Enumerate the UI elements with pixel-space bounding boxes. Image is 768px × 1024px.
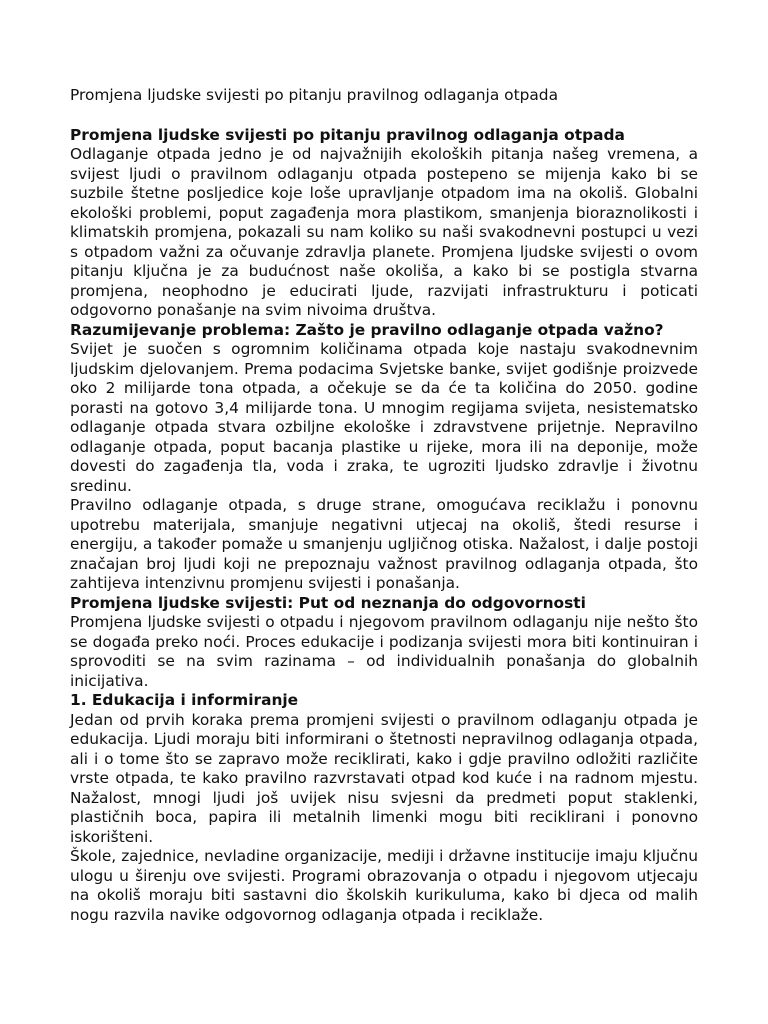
section-heading-understanding: Razumijevanje problema: Zašto je pravilno odlaganje otpada važno? — [70, 320, 664, 339]
section-heading-education: 1. Edukacija i informiranje — [70, 691, 299, 709]
paragraph-awareness: Promjena ljudske svijesti o otpadu i njegovom pravilnom odlaganju nije nešto što se događa preko noći. Proces edukacije i podizanja svijesti mora biti kontinuiran i sprovoditi se na svim razinama – od individualnih ponašanja do globalnih inicijativa. — [70, 613, 698, 690]
paragraph-proper-disposal: Pravilno odlaganje otpada, s druge strane, omogućava reciklažu i ponovnu upotrebu materijala, smanjuje negativni utjecaj na okoliš, štedi resurse i energiju, a također pomaže u smanjenju ugljičnog otiska. Nažalost, i dalje postoji značajan broj ljudi koji ne prepoznaju važnost pravilnog odlaganja otpada, što zahtijeva intenzivnu promjenu svijesti i ponašanja. — [70, 496, 698, 592]
document-title: Promjena ljudske svijesti po pitanju pravilnog odlaganja otpada — [70, 86, 559, 104]
paragraph-waste-statistics: Svijet je suočen s ogromnim količinama otpada koje nastaju svakodnevnim ljudskim djelovanjem. Prema podacima Svjetske banke, svijet godišnje proizvede oko 2 milijarde tona otpada, a očekuje se da će ta količina do 2050. godine porasti na gotovo 3,4 milijarde tona. U mnogim regijama svijeta, nesistematsko odlaganje otpada stvara ozbiljne ekološke i zdravstvene prijetnje. Nepravilno odlaganje otpada, poput bacanja plastike u rijeke, mora ili na deponije, može dovesti do zagađenja tla, voda i zraka, te ugroziti ljudsko zdravlje i životnu sredinu. — [70, 340, 698, 495]
paragraph-education: Jedan od prvih koraka prema promjeni svijesti o pravilnom odlaganju otpada je edukacija. Ljudi moraju biti informirani o štetnosti nepravilnog odlaganja otpada, ali i o tome što se zapravo može reciklirati, kako i gdje pravilno odložiti različite vrste otpada, te kako pravilno razvrstavati otpad kod kuće i na radnom mjestu. Nažalost, mnogi ljudi još uvijek nisu svjesni da predmeti poput staklenki, plastičnih boca, papira ili metalnih limenki mogu biti reciklirani i ponovno iskorišteni. — [70, 710, 698, 846]
paragraph-institutions: Škole, zajednice, nevladine organizacije, mediji i državne institucije imaju ključnu ulogu u širenju ove svijesti. Programi obrazovanja o otpadu i njegovom utjecaju na okoliš moraju biti sastavni dio školskih kurikuluma, kako bi djeca od malih nogu razvila navike odgovornog odlaganja otpada i reciklaže. — [70, 847, 698, 924]
section-heading-awareness: Promjena ljudske svijesti: Put od neznanja do odgovornosti — [70, 593, 586, 612]
paragraph-intro: Odlaganje otpada jedno je od najvažnijih ekoloških pitanja našeg vremena, a svijest ljudi o pravilnom odlaganju otpada postepeno se mijenja kako bi se suzbile štetne posljedice koje loše upravljanje otpadom ima na okoliš. Globalni ekološki problemi, poput zagađenja mora plastikom, smanjenja bioraznolikosti i klimatskih promjena, pokazali su nam koliko su naši svakodnevni postupci u vezi s otpadom važni za očuvanje zdravlja planete. Promjena ljudske svijesti o ovom pitanju ključna je za budućnost naše okoliša, a kako bi se postigla stvarna promjena, neophodno je educirati ljude, razvijati infrastrukturu i poticati odgovorno ponašanje na svim nivoima društva. — [70, 145, 698, 319]
section-heading-intro: Promjena ljudske svijesti po pitanju pravilnog odlaganja otpada — [70, 125, 625, 144]
document-page — [70, 86, 698, 925]
